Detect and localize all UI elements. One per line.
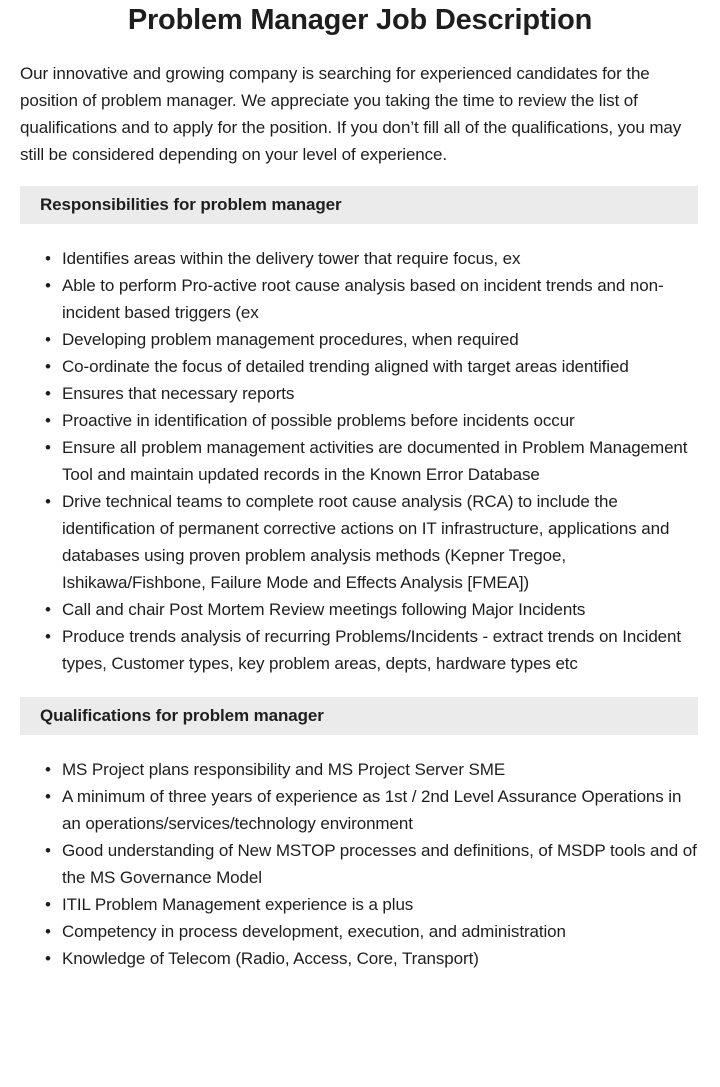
qualifications-list [62, 756, 700, 972]
list-item [62, 353, 700, 380]
qualifications-heading: Qualifications for problem manager [20, 697, 698, 735]
list-item-text: Able to perform Pro-active root cause analysis based on incident trends and non-incident based triggers (ex [62, 276, 664, 322]
list-item-text: Developing problem management procedures, when required [62, 330, 519, 349]
bullet-icon [45, 353, 57, 380]
list-item-text: Ensures that necessary reports [62, 384, 295, 403]
list-item-text: Co-ordinate the focus of detailed trending aligned with target areas identified [62, 357, 629, 376]
list-item [62, 837, 700, 891]
list-item [62, 380, 700, 407]
responsibilities-heading: Responsibilities for problem manager [20, 186, 698, 224]
list-item [62, 756, 700, 783]
list-item-text: Produce trends analysis of recurring Problems/Incidents - extract trends on Incident types, Customer types, key problem areas, depts, hardware types etc [62, 627, 682, 673]
bullet-icon [45, 623, 57, 650]
bullet-icon [45, 918, 57, 945]
bullet-icon [45, 245, 57, 272]
list-item [62, 434, 700, 488]
responsibilities-list [62, 245, 700, 677]
bullet-icon [45, 891, 57, 918]
list-item-text: ITIL Problem Management experience is a plus [62, 895, 414, 914]
list-item-text: Good understanding of New MSTOP processes and definitions, of MSDP tools and of the MS Governance Model [62, 841, 697, 887]
list-item-text: Proactive in identification of possible problems before incidents occur [62, 411, 575, 430]
bullet-icon [45, 488, 57, 515]
bullet-icon [45, 434, 57, 461]
list-item [62, 623, 700, 677]
bullet-icon [45, 837, 57, 864]
bullet-icon [45, 272, 57, 299]
list-item-text: Competency in process development, execution, and administration [62, 922, 566, 941]
bullet-icon [45, 783, 57, 810]
list-item-text: Ensure all problem management activities are documented in Problem Management Tool and maintain updated records in the Known Error Database [62, 438, 688, 484]
list-item [62, 891, 700, 918]
list-item [62, 945, 700, 972]
bullet-icon [45, 326, 57, 353]
qualifications-section [0, 697, 720, 972]
list-item-text: Knowledge of Telecom (Radio, Access, Core, Transport) [62, 949, 479, 968]
list-item [62, 326, 700, 353]
list-item [62, 488, 700, 596]
bullet-icon [45, 945, 57, 972]
list-item-text: Drive technical teams to complete root cause analysis (RCA) to include the identification of permanent corrective actions on IT infrastructure, applications and databases using proven problem analysis methods (Kepner Tregoe, Ishikawa/Fishbone, Failure Mode and Effects Analysis [FMEA]) [62, 492, 670, 592]
list-item-text: Identifies areas within the delivery tower that require focus, ex [62, 249, 521, 268]
list-item [62, 245, 700, 272]
bullet-icon [45, 380, 57, 407]
job-description-page [0, 3, 720, 972]
list-item [62, 918, 700, 945]
list-item [62, 272, 700, 326]
bullet-icon [45, 596, 57, 623]
bullet-icon [45, 756, 57, 783]
list-item-text: MS Project plans responsibility and MS Project Server SME [62, 760, 506, 779]
list-item-text: Call and chair Post Mortem Review meetings following Major Incidents [62, 600, 586, 619]
intro-paragraph: Our innovative and growing company is searching for experienced candidates for the position of problem manager. We appreciate you taking the time to review the list of qualifications and to apply for the position. If you don’t fill all of the qualifications, you may still be considered depending on your level of experience. [20, 64, 682, 164]
list-item [62, 783, 700, 837]
page-title: Problem Manager Job Description [127, 4, 593, 36]
list-item [62, 596, 700, 623]
list-item-text: A minimum of three years of experience as 1st / 2nd Level Assurance Operations in an operations/services/technology environment [62, 787, 682, 833]
bullet-icon [45, 407, 57, 434]
list-item [62, 407, 700, 434]
responsibilities-section [0, 186, 720, 677]
